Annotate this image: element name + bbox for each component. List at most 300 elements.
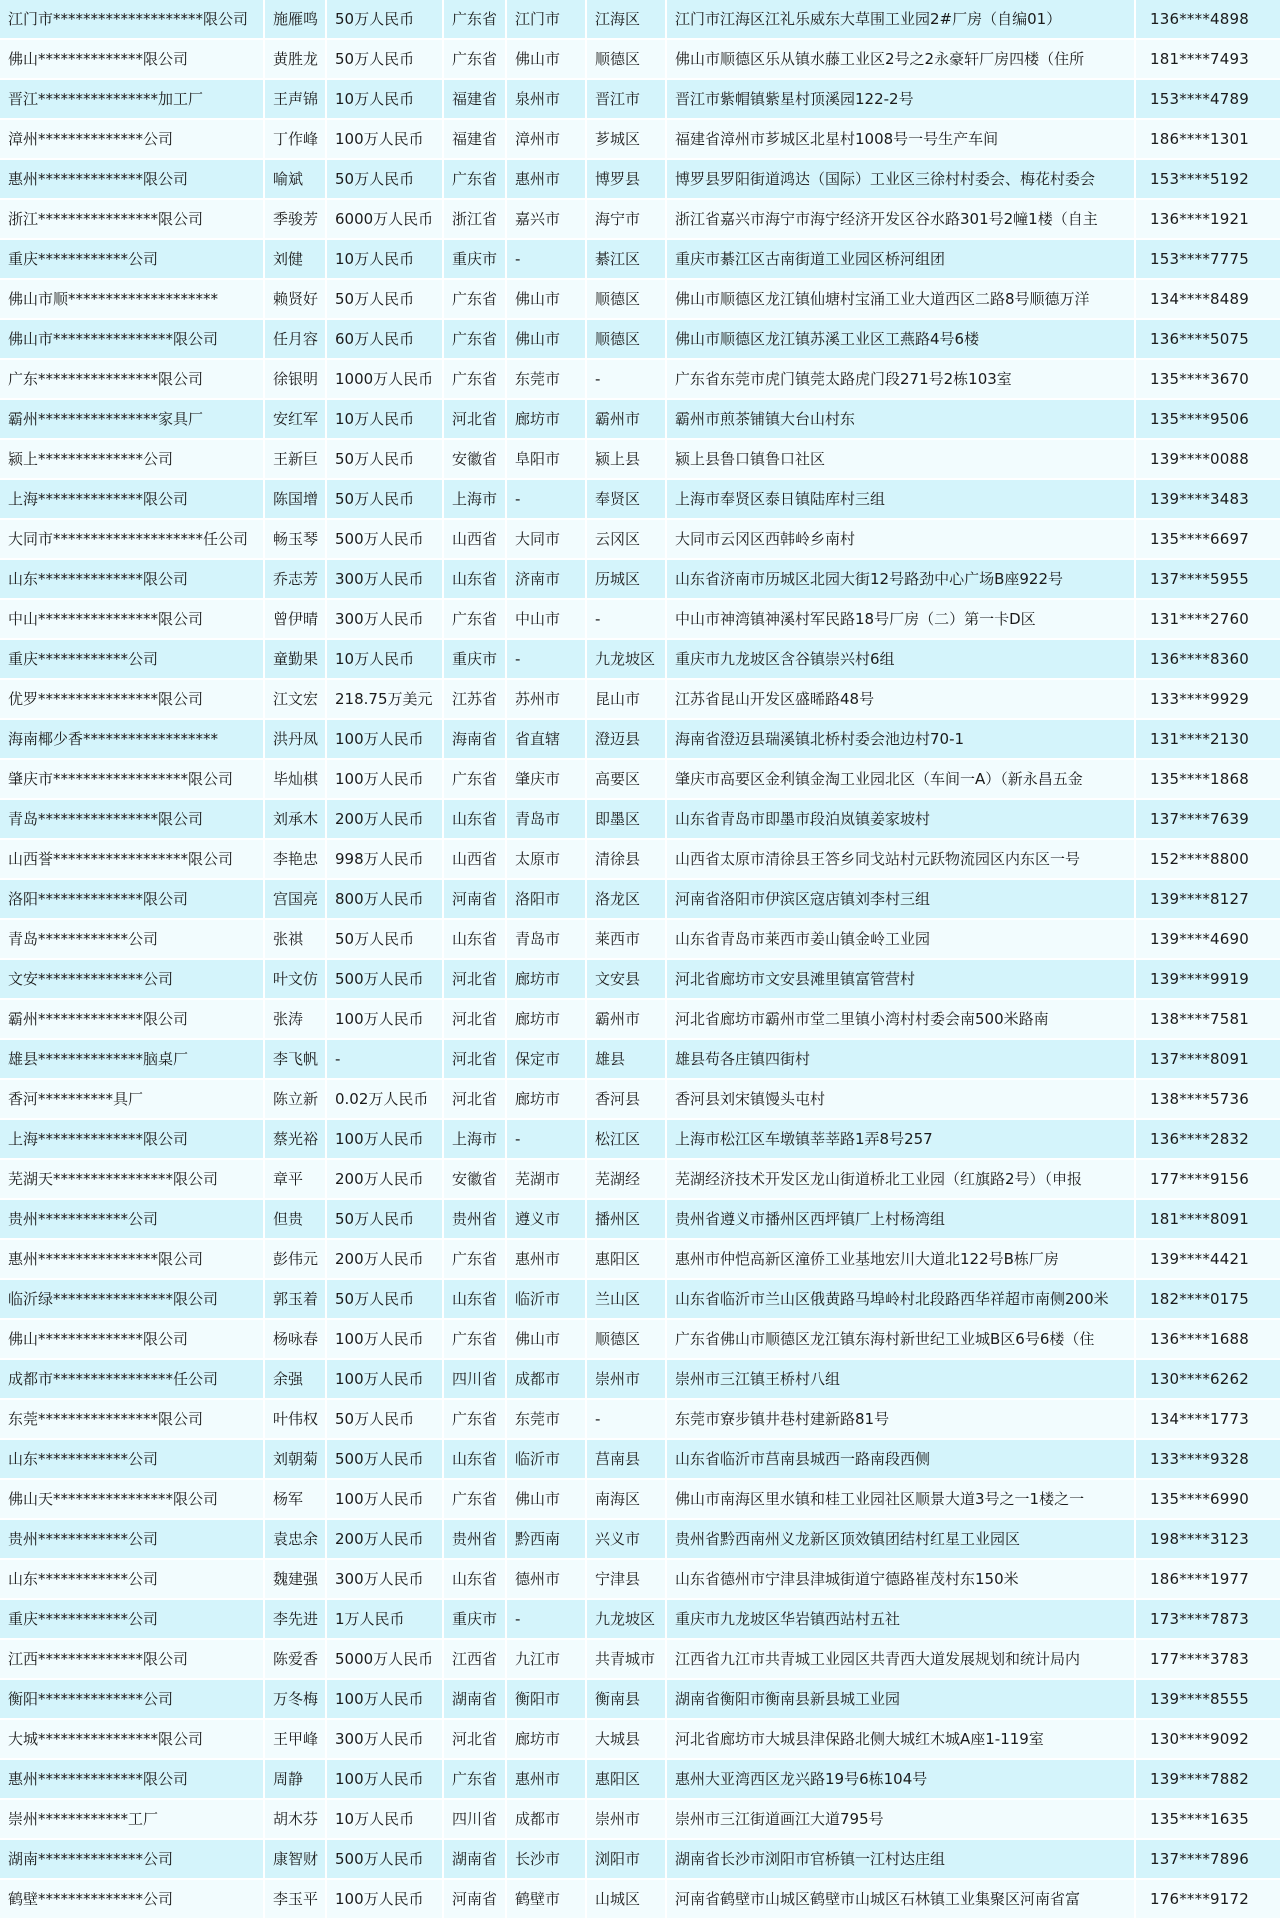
- province-cell: 广东省: [443, 0, 506, 39]
- registered-capital-cell: 500万人民币: [326, 1839, 443, 1879]
- province-cell: 广东省: [443, 1759, 506, 1799]
- legal-rep-cell: 王声锦: [264, 79, 326, 119]
- address-cell: 福建省漳州市芗城区北星村1008号一号生产车间: [666, 119, 1135, 159]
- table-row: [0, 1639, 1280, 1679]
- province-cell: 河北省: [443, 959, 506, 999]
- phone-cell: 181****7493: [1135, 39, 1280, 79]
- city-cell: 长沙市: [506, 1839, 586, 1879]
- phone-cell: 139****4690: [1135, 919, 1280, 959]
- table-row: [0, 1319, 1280, 1359]
- phone-cell: 131****2760: [1135, 599, 1280, 639]
- table-row: [0, 279, 1280, 319]
- registered-capital-cell: 200万人民币: [326, 1239, 443, 1279]
- table-row: [0, 1799, 1280, 1839]
- district-cell: 顺德区: [586, 319, 666, 359]
- district-cell: 宁津县: [586, 1559, 666, 1599]
- company-name-cell: 海南椰少香******************: [0, 719, 264, 759]
- phone-cell: 136****2832: [1135, 1119, 1280, 1159]
- company-name-cell: 江门市********************限公司: [0, 0, 264, 39]
- address-cell: 上海市松江区车墩镇莘莘路1弄8号257: [666, 1119, 1135, 1159]
- legal-rep-cell: 李玉平: [264, 1879, 326, 1919]
- city-cell: 佛山市: [506, 279, 586, 319]
- address-cell: 佛山市南海区里水镇和桂工业园社区顺景大道3号之一1楼之一: [666, 1479, 1135, 1519]
- city-cell: -: [506, 1119, 586, 1159]
- province-cell: 山西省: [443, 519, 506, 559]
- phone-cell: 137****7896: [1135, 1839, 1280, 1879]
- legal-rep-cell: 余强: [264, 1359, 326, 1399]
- legal-rep-cell: 陈国增: [264, 479, 326, 519]
- table-row: [0, 399, 1280, 439]
- address-cell: 惠州大亚湾西区龙兴路19号6栋104号: [666, 1759, 1135, 1799]
- phone-cell: 139****0088: [1135, 439, 1280, 479]
- registered-capital-cell: 10万人民币: [326, 639, 443, 679]
- legal-rep-cell: 施雁鸣: [264, 0, 326, 39]
- phone-cell: 139****8555: [1135, 1679, 1280, 1719]
- legal-rep-cell: 蔡光裕: [264, 1119, 326, 1159]
- district-cell: 衡南县: [586, 1679, 666, 1719]
- table-row: [0, 1679, 1280, 1719]
- company-name-cell: 山东************公司: [0, 1559, 264, 1599]
- table-row: [0, 1759, 1280, 1799]
- company-name-cell: 雄县**************脑桌厂: [0, 1039, 264, 1079]
- legal-rep-cell: 张祺: [264, 919, 326, 959]
- legal-rep-cell: 胡木芬: [264, 1799, 326, 1839]
- phone-cell: 135****6990: [1135, 1479, 1280, 1519]
- address-cell: 颍上县鲁口镇鲁口社区: [666, 439, 1135, 479]
- phone-cell: 186****1977: [1135, 1559, 1280, 1599]
- company-name-cell: 中山****************限公司: [0, 599, 264, 639]
- address-cell: 河北省廊坊市霸州市堂二里镇小湾村村委会南500米路南: [666, 999, 1135, 1039]
- province-cell: 广东省: [443, 159, 506, 199]
- district-cell: 顺德区: [586, 279, 666, 319]
- company-name-cell: 山东**************限公司: [0, 559, 264, 599]
- province-cell: 广东省: [443, 1479, 506, 1519]
- province-cell: 广东省: [443, 1319, 506, 1359]
- phone-cell: 134****1773: [1135, 1399, 1280, 1439]
- phone-cell: 137****8091: [1135, 1039, 1280, 1079]
- legal-rep-cell: 江文宏: [264, 679, 326, 719]
- legal-rep-cell: 黄胜龙: [264, 39, 326, 79]
- address-cell: 佛山市顺德区乐从镇水藤工业区2号之2永豪轩厂房四楼（住所: [666, 39, 1135, 79]
- address-cell: 江苏省昆山开发区盛晞路48号: [666, 679, 1135, 719]
- district-cell: 九龙坡区: [586, 639, 666, 679]
- address-cell: 河北省廊坊市文安县滩里镇富管营村: [666, 959, 1135, 999]
- company-name-cell: 大城****************限公司: [0, 1719, 264, 1759]
- city-cell: 洛阳市: [506, 879, 586, 919]
- address-cell: 海南省澄迈县瑞溪镇北桥村委会池边村70-1: [666, 719, 1135, 759]
- district-cell: 顺德区: [586, 39, 666, 79]
- company-name-cell: 鹤壁**************公司: [0, 1879, 264, 1919]
- company-name-cell: 江西**************限公司: [0, 1639, 264, 1679]
- province-cell: 河南省: [443, 1879, 506, 1919]
- city-cell: 阜阳市: [506, 439, 586, 479]
- table-row: [0, 1599, 1280, 1639]
- district-cell: 播州区: [586, 1199, 666, 1239]
- district-cell: 澄迈县: [586, 719, 666, 759]
- company-name-cell: 重庆************公司: [0, 1599, 264, 1639]
- city-cell: 临沂市: [506, 1279, 586, 1319]
- legal-rep-cell: 丁作峰: [264, 119, 326, 159]
- address-cell: 晋江市紫帽镇紫星村顶溪园122-2号: [666, 79, 1135, 119]
- city-cell: 临沂市: [506, 1439, 586, 1479]
- district-cell: 山城区: [586, 1879, 666, 1919]
- table-row: [0, 639, 1280, 679]
- district-cell: 大城县: [586, 1719, 666, 1759]
- registered-capital-cell: 50万人民币: [326, 439, 443, 479]
- phone-cell: 153****5192: [1135, 159, 1280, 199]
- address-cell: 重庆市綦江区古南街道工业园区桥河组团: [666, 239, 1135, 279]
- city-cell: 鹤壁市: [506, 1879, 586, 1919]
- legal-rep-cell: 曾伊晴: [264, 599, 326, 639]
- address-cell: 广东省东莞市虎门镇莞太路虎门段271号2栋103室: [666, 359, 1135, 399]
- district-cell: 奉贤区: [586, 479, 666, 519]
- registered-capital-cell: 200万人民币: [326, 1519, 443, 1559]
- address-cell: 东莞市寮步镇井巷村建新路81号: [666, 1399, 1135, 1439]
- phone-cell: 130****9092: [1135, 1719, 1280, 1759]
- city-cell: 东莞市: [506, 1399, 586, 1439]
- registered-capital-cell: 200万人民币: [326, 799, 443, 839]
- registered-capital-cell: 10万人民币: [326, 79, 443, 119]
- registered-capital-cell: 50万人民币: [326, 279, 443, 319]
- address-cell: 霸州市煎茶铺镇大台山村东: [666, 399, 1135, 439]
- company-name-cell: 晋江****************加工厂: [0, 79, 264, 119]
- city-cell: -: [506, 479, 586, 519]
- phone-cell: 182****0175: [1135, 1279, 1280, 1319]
- city-cell: -: [506, 639, 586, 679]
- province-cell: 山东省: [443, 1559, 506, 1599]
- district-cell: 清徐县: [586, 839, 666, 879]
- company-name-cell: 广东****************限公司: [0, 359, 264, 399]
- phone-cell: 136****1921: [1135, 199, 1280, 239]
- registered-capital-cell: 800万人民币: [326, 879, 443, 919]
- table-row: [0, 519, 1280, 559]
- province-cell: 广东省: [443, 1399, 506, 1439]
- table-row: [0, 39, 1280, 79]
- table-row: [0, 479, 1280, 519]
- city-cell: 惠州市: [506, 1239, 586, 1279]
- address-cell: 中山市神湾镇神溪村军民路18号厂房（二）第一卡D区: [666, 599, 1135, 639]
- phone-cell: 135****6697: [1135, 519, 1280, 559]
- phone-cell: 135****9506: [1135, 399, 1280, 439]
- registered-capital-cell: 100万人民币: [326, 1879, 443, 1919]
- address-cell: 江门市江海区江礼乐威东大草围工业园2#厂房（自编01）: [666, 0, 1135, 39]
- province-cell: 江西省: [443, 1639, 506, 1679]
- company-name-cell: 贵州************公司: [0, 1519, 264, 1559]
- address-cell: 香河县刘宋镇馒头屯村: [666, 1079, 1135, 1119]
- city-cell: 惠州市: [506, 159, 586, 199]
- table-row: [0, 599, 1280, 639]
- province-cell: 河北省: [443, 999, 506, 1039]
- registered-capital-cell: 300万人民币: [326, 599, 443, 639]
- address-cell: 山西省太原市清徐县王答乡同戈站村元跃物流园区内东区一号: [666, 839, 1135, 879]
- table-row: [0, 879, 1280, 919]
- address-cell: 河北省廊坊市大城县津保路北侧大城红木城A座1-119室: [666, 1719, 1135, 1759]
- registered-capital-cell: 300万人民币: [326, 559, 443, 599]
- address-cell: 贵州省遵义市播州区西坪镇厂上村杨湾组: [666, 1199, 1135, 1239]
- city-cell: 廊坊市: [506, 1719, 586, 1759]
- phone-cell: 135****1635: [1135, 1799, 1280, 1839]
- legal-rep-cell: 陈立新: [264, 1079, 326, 1119]
- address-cell: 惠州市仲恺高新区潼侨工业基地宏川大道北122号B栋厂房: [666, 1239, 1135, 1279]
- province-cell: 重庆市: [443, 239, 506, 279]
- province-cell: 福建省: [443, 119, 506, 159]
- company-name-cell: 贵州************公司: [0, 1199, 264, 1239]
- address-cell: 上海市奉贤区泰日镇陆库村三组: [666, 479, 1135, 519]
- legal-rep-cell: 康智财: [264, 1839, 326, 1879]
- phone-cell: 186****1301: [1135, 119, 1280, 159]
- legal-rep-cell: 洪丹凤: [264, 719, 326, 759]
- table-row: [0, 1559, 1280, 1599]
- legal-rep-cell: 陈爱香: [264, 1639, 326, 1679]
- company-name-cell: 衡阳**************公司: [0, 1679, 264, 1719]
- registered-capital-cell: 100万人民币: [326, 759, 443, 799]
- legal-rep-cell: 王新巨: [264, 439, 326, 479]
- province-cell: 贵州省: [443, 1519, 506, 1559]
- province-cell: 河南省: [443, 879, 506, 919]
- province-cell: 广东省: [443, 1239, 506, 1279]
- legal-rep-cell: 毕灿棋: [264, 759, 326, 799]
- registered-capital-cell: 218.75万美元: [326, 679, 443, 719]
- registered-capital-cell: 10万人民币: [326, 1799, 443, 1839]
- company-name-cell: 成都市****************任公司: [0, 1359, 264, 1399]
- table-row: [0, 1119, 1280, 1159]
- province-cell: 上海市: [443, 479, 506, 519]
- city-cell: 青岛市: [506, 919, 586, 959]
- address-cell: 浙江省嘉兴市海宁市海宁经济开发区谷水路301号2幢1楼（自主: [666, 199, 1135, 239]
- phone-cell: 139****7882: [1135, 1759, 1280, 1799]
- legal-rep-cell: 刘承木: [264, 799, 326, 839]
- registered-capital-cell: 50万人民币: [326, 0, 443, 39]
- legal-rep-cell: 杨军: [264, 1479, 326, 1519]
- province-cell: 海南省: [443, 719, 506, 759]
- company-name-cell: 山西誉******************限公司: [0, 839, 264, 879]
- registered-capital-cell: 50万人民币: [326, 479, 443, 519]
- address-cell: 雄县苟各庄镇四街村: [666, 1039, 1135, 1079]
- registered-capital-cell: 300万人民币: [326, 1719, 443, 1759]
- city-cell: 廊坊市: [506, 959, 586, 999]
- city-cell: 德州市: [506, 1559, 586, 1599]
- phone-cell: 137****7639: [1135, 799, 1280, 839]
- legal-rep-cell: 彭伟元: [264, 1239, 326, 1279]
- phone-cell: 152****8800: [1135, 839, 1280, 879]
- province-cell: 浙江省: [443, 199, 506, 239]
- registered-capital-cell: 100万人民币: [326, 1759, 443, 1799]
- registered-capital-cell: 100万人民币: [326, 119, 443, 159]
- city-cell: -: [506, 239, 586, 279]
- table-row: [0, 1519, 1280, 1559]
- legal-rep-cell: 叶伟权: [264, 1399, 326, 1439]
- registered-capital-cell: 50万人民币: [326, 1399, 443, 1439]
- city-cell: 黔西南: [506, 1519, 586, 1559]
- table-row: [0, 159, 1280, 199]
- city-cell: 成都市: [506, 1799, 586, 1839]
- company-name-cell: 大同市********************任公司: [0, 519, 264, 559]
- phone-cell: 133****9328: [1135, 1439, 1280, 1479]
- company-name-cell: 佛山**************限公司: [0, 39, 264, 79]
- address-cell: 山东省青岛市即墨市段泊岚镇姜家坡村: [666, 799, 1135, 839]
- city-cell: 苏州市: [506, 679, 586, 719]
- city-cell: 惠州市: [506, 1759, 586, 1799]
- address-cell: 山东省临沂市莒南县城西一路南段西侧: [666, 1439, 1135, 1479]
- province-cell: 重庆市: [443, 639, 506, 679]
- phone-cell: 137****5955: [1135, 559, 1280, 599]
- registered-capital-cell: 50万人民币: [326, 1199, 443, 1239]
- phone-cell: 173****7873: [1135, 1599, 1280, 1639]
- registered-capital-cell: 50万人民币: [326, 159, 443, 199]
- registered-capital-cell: 60万人民币: [326, 319, 443, 359]
- phone-cell: 139****4421: [1135, 1239, 1280, 1279]
- district-cell: 松江区: [586, 1119, 666, 1159]
- table-row: [0, 1039, 1280, 1079]
- phone-cell: 135****3670: [1135, 359, 1280, 399]
- district-cell: 历城区: [586, 559, 666, 599]
- province-cell: 山西省: [443, 839, 506, 879]
- legal-rep-cell: 周静: [264, 1759, 326, 1799]
- province-cell: 广东省: [443, 759, 506, 799]
- address-cell: 河南省鹤壁市山城区鹤壁市山城区石林镇工业集聚区河南省富: [666, 1879, 1135, 1919]
- phone-cell: 138****5736: [1135, 1079, 1280, 1119]
- legal-rep-cell: 喻斌: [264, 159, 326, 199]
- district-cell: 霸州市: [586, 999, 666, 1039]
- table-row: [0, 679, 1280, 719]
- district-cell: -: [586, 1399, 666, 1439]
- phone-cell: 138****7581: [1135, 999, 1280, 1039]
- company-name-cell: 佛山**************限公司: [0, 1319, 264, 1359]
- registered-capital-cell: 50万人民币: [326, 1279, 443, 1319]
- company-name-cell: 上海**************限公司: [0, 1119, 264, 1159]
- district-cell: 晋江市: [586, 79, 666, 119]
- phone-cell: 176****9172: [1135, 1879, 1280, 1919]
- district-cell: 南海区: [586, 1479, 666, 1519]
- address-cell: 贵州省黔西南州义龙新区顶效镇团结村红星工业园区: [666, 1519, 1135, 1559]
- company-name-cell: 湖南**************公司: [0, 1839, 264, 1879]
- address-cell: 山东省济南市历城区北园大街12号路劲中心广场B座922号: [666, 559, 1135, 599]
- district-cell: 即墨区: [586, 799, 666, 839]
- company-name-cell: 惠州**************限公司: [0, 159, 264, 199]
- province-cell: 四川省: [443, 1799, 506, 1839]
- registered-capital-cell: 50万人民币: [326, 39, 443, 79]
- phone-cell: 136****4898: [1135, 0, 1280, 39]
- province-cell: 河北省: [443, 1039, 506, 1079]
- legal-rep-cell: 乔志芳: [264, 559, 326, 599]
- registered-capital-cell: 300万人民币: [326, 1559, 443, 1599]
- district-cell: 香河县: [586, 1079, 666, 1119]
- city-cell: 佛山市: [506, 39, 586, 79]
- table-row: [0, 1439, 1280, 1479]
- table-row: [0, 759, 1280, 799]
- registered-capital-cell: 100万人民币: [326, 999, 443, 1039]
- address-cell: 芜湖经济技术开发区龙山街道桥北工业园（红旗路2号）（申报: [666, 1159, 1135, 1199]
- province-cell: 四川省: [443, 1359, 506, 1399]
- company-name-cell: 东莞****************限公司: [0, 1399, 264, 1439]
- district-cell: 綦江区: [586, 239, 666, 279]
- registered-capital-cell: 10万人民币: [326, 239, 443, 279]
- city-cell: 嘉兴市: [506, 199, 586, 239]
- phone-cell: 136****5075: [1135, 319, 1280, 359]
- district-cell: 莱西市: [586, 919, 666, 959]
- phone-cell: 134****8489: [1135, 279, 1280, 319]
- phone-cell: 181****8091: [1135, 1199, 1280, 1239]
- phone-cell: 139****3483: [1135, 479, 1280, 519]
- district-cell: 浏阳市: [586, 1839, 666, 1879]
- registered-capital-cell: 5000万人民币: [326, 1639, 443, 1679]
- address-cell: 湖南省长沙市浏阳市官桥镇一江村达庄组: [666, 1839, 1135, 1879]
- province-cell: 山东省: [443, 799, 506, 839]
- district-cell: 文安县: [586, 959, 666, 999]
- city-cell: 芜湖市: [506, 1159, 586, 1199]
- registered-capital-cell: 500万人民币: [326, 959, 443, 999]
- phone-cell: 153****4789: [1135, 79, 1280, 119]
- city-cell: 九江市: [506, 1639, 586, 1679]
- address-cell: 崇州市三江镇王桥村八组: [666, 1359, 1135, 1399]
- legal-rep-cell: 但贵: [264, 1199, 326, 1239]
- district-cell: 洛龙区: [586, 879, 666, 919]
- registered-capital-cell: 200万人民币: [326, 1159, 443, 1199]
- province-cell: 贵州省: [443, 1199, 506, 1239]
- province-cell: 安徽省: [443, 1159, 506, 1199]
- registered-capital-cell: 6000万人民币: [326, 199, 443, 239]
- legal-rep-cell: 任月容: [264, 319, 326, 359]
- company-name-cell: 山东************公司: [0, 1439, 264, 1479]
- company-name-cell: 佛山天****************限公司: [0, 1479, 264, 1519]
- address-cell: 山东省德州市宁津县津城街道宁德路崔茂村东150米: [666, 1559, 1135, 1599]
- province-cell: 广东省: [443, 39, 506, 79]
- province-cell: 山东省: [443, 919, 506, 959]
- table-row: [0, 439, 1280, 479]
- company-name-cell: 浙江****************限公司: [0, 199, 264, 239]
- registered-capital-cell: 10万人民币: [326, 399, 443, 439]
- district-cell: 江海区: [586, 0, 666, 39]
- city-cell: 保定市: [506, 1039, 586, 1079]
- address-cell: 佛山市顺德区龙江镇苏溪工业区工燕路4号6楼: [666, 319, 1135, 359]
- address-cell: 崇州市三江街道画江大道795号: [666, 1799, 1135, 1839]
- city-cell: 遵义市: [506, 1199, 586, 1239]
- table-row: [0, 119, 1280, 159]
- table-row: [0, 79, 1280, 119]
- table-row: [0, 1199, 1280, 1239]
- company-name-cell: 惠州**************限公司: [0, 1759, 264, 1799]
- table-row: [0, 559, 1280, 599]
- province-cell: 广东省: [443, 359, 506, 399]
- table-row: [0, 239, 1280, 279]
- legal-rep-cell: 赖贤好: [264, 279, 326, 319]
- company-name-cell: 崇州************工厂: [0, 1799, 264, 1839]
- address-cell: 大同市云冈区西韩岭乡南村: [666, 519, 1135, 559]
- table-row: [0, 319, 1280, 359]
- city-cell: 中山市: [506, 599, 586, 639]
- legal-rep-cell: 郭玉着: [264, 1279, 326, 1319]
- district-cell: -: [586, 359, 666, 399]
- table-row: [0, 1399, 1280, 1439]
- province-cell: 安徽省: [443, 439, 506, 479]
- table-row: [0, 199, 1280, 239]
- district-cell: -: [586, 599, 666, 639]
- district-cell: 博罗县: [586, 159, 666, 199]
- table-row: [0, 1079, 1280, 1119]
- province-cell: 重庆市: [443, 1599, 506, 1639]
- phone-cell: 177****3783: [1135, 1639, 1280, 1679]
- table-row: [0, 1279, 1280, 1319]
- phone-cell: 198****3123: [1135, 1519, 1280, 1559]
- city-cell: 泉州市: [506, 79, 586, 119]
- table-row: [0, 1719, 1280, 1759]
- legal-rep-cell: 袁忠余: [264, 1519, 326, 1559]
- address-cell: 博罗县罗阳街道鸿达（国际）工业区三徐村村委会、梅花村委会: [666, 159, 1135, 199]
- company-name-cell: 霸州**************限公司: [0, 999, 264, 1039]
- table-row: [0, 1839, 1280, 1879]
- phone-cell: 136****8360: [1135, 639, 1280, 679]
- company-name-cell: 芜湖天****************限公司: [0, 1159, 264, 1199]
